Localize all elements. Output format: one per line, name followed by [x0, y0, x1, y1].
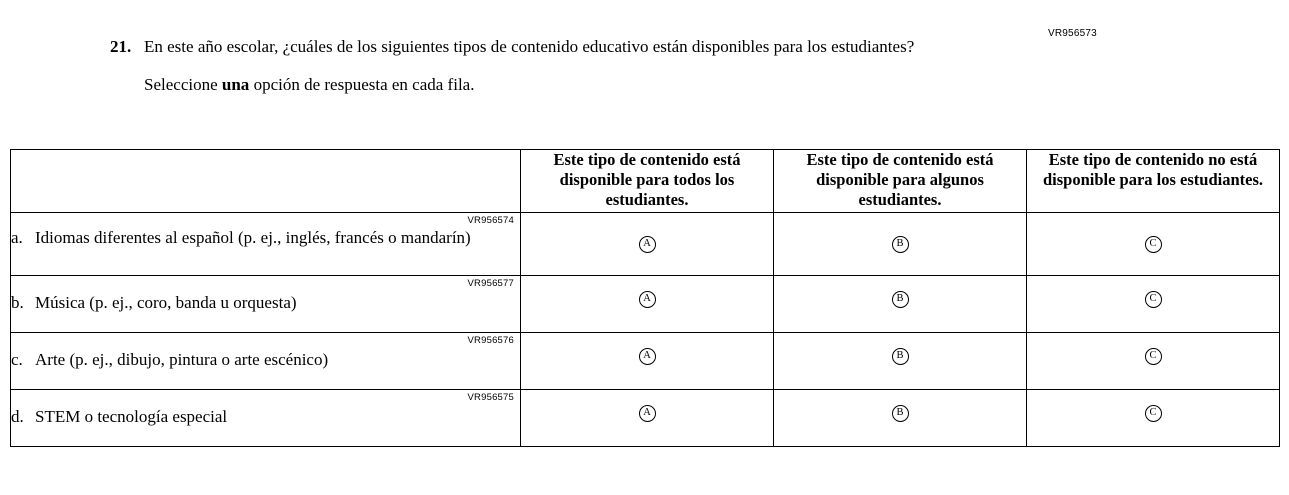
question-instruction — [144, 74, 990, 96]
row-letter-a: a. — [11, 228, 23, 247]
radio-bubble-d2[interactable]: B — [892, 405, 909, 422]
table-row — [11, 276, 1280, 333]
option-cell-c1[interactable] — [521, 333, 774, 390]
option-cell-d3[interactable] — [1027, 390, 1280, 447]
question-text: En este año escolar, ¿cuáles de los siguientes tipos de contenido educativo están disponibles para los estudiantes? — [144, 37, 915, 56]
row-text-b: Música (p. ej., coro, banda u orquesta) — [35, 293, 297, 312]
option-cell-d2[interactable] — [774, 390, 1027, 447]
response-matrix-table — [10, 149, 1280, 447]
instruction-emphasis: una — [221, 75, 250, 95]
option-cell-a2[interactable] — [774, 213, 1027, 276]
row-stem-cell-d — [11, 390, 521, 447]
radio-bubble-c2[interactable]: B — [892, 348, 909, 365]
radio-bubble-d3[interactable]: C — [1145, 405, 1162, 422]
radio-bubble-a1[interactable]: A — [639, 236, 656, 253]
row-text-c: Arte (p. ej., dibujo, pintura o arte escénico) — [35, 350, 329, 369]
row-stem-cell-c — [11, 333, 521, 390]
radio-bubble-b2[interactable]: B — [892, 291, 909, 308]
option-cell-a3[interactable] — [1027, 213, 1280, 276]
option-cell-c3[interactable] — [1027, 333, 1280, 390]
instruction-part-2: opción de respuesta en cada fila. — [249, 75, 475, 95]
header-cell-blank — [11, 150, 521, 213]
row-stem-cell-b — [11, 276, 521, 333]
header-cell-option-c: Este tipo de contenido no está disponible para los estudiantes. — [1027, 150, 1280, 213]
page-item-code: VR956573 — [1048, 28, 1097, 39]
header-cell-option-b: Este tipo de contenido está disponible para algunos estudiantes. — [774, 150, 1027, 213]
row-letter-b: b. — [11, 293, 24, 312]
row-text-a: Idiomas diferentes al español (p. ej., inglés, francés o mandarín) — [35, 228, 471, 247]
table-row — [11, 333, 1280, 390]
table-row — [11, 213, 1280, 276]
row-item-code-a: VR956574 — [467, 215, 514, 226]
instruction-part-1: Seleccione — [144, 75, 222, 95]
radio-bubble-a2[interactable]: B — [892, 236, 909, 253]
option-cell-a1[interactable] — [521, 213, 774, 276]
question-row — [110, 36, 990, 58]
option-cell-b3[interactable] — [1027, 276, 1280, 333]
option-cell-d1[interactable] — [521, 390, 774, 447]
header-cell-option-a: Este tipo de contenido está disponible para todos los estudiantes. — [521, 150, 774, 213]
row-letter-d: d. — [11, 407, 24, 426]
option-cell-b2[interactable] — [774, 276, 1027, 333]
radio-bubble-b3[interactable]: C — [1145, 291, 1162, 308]
table-header-row — [11, 150, 1280, 213]
row-item-code-d: VR956575 — [467, 392, 514, 403]
question-number: 21. — [110, 37, 132, 56]
option-cell-c2[interactable] — [774, 333, 1027, 390]
question-block — [110, 36, 990, 97]
radio-bubble-d1[interactable]: A — [639, 405, 656, 422]
radio-bubble-c3[interactable]: C — [1145, 348, 1162, 365]
row-letter-c: c. — [11, 350, 23, 369]
row-item-code-b: VR956577 — [467, 278, 514, 289]
row-item-code-c: VR956576 — [467, 335, 514, 346]
radio-bubble-c1[interactable]: A — [639, 348, 656, 365]
radio-bubble-b1[interactable]: A — [639, 291, 656, 308]
table-row — [11, 390, 1280, 447]
row-stem-cell-a — [11, 213, 521, 276]
radio-bubble-a3[interactable]: C — [1145, 236, 1162, 253]
row-text-d: STEM o tecnología especial — [35, 407, 228, 426]
option-cell-b1[interactable] — [521, 276, 774, 333]
